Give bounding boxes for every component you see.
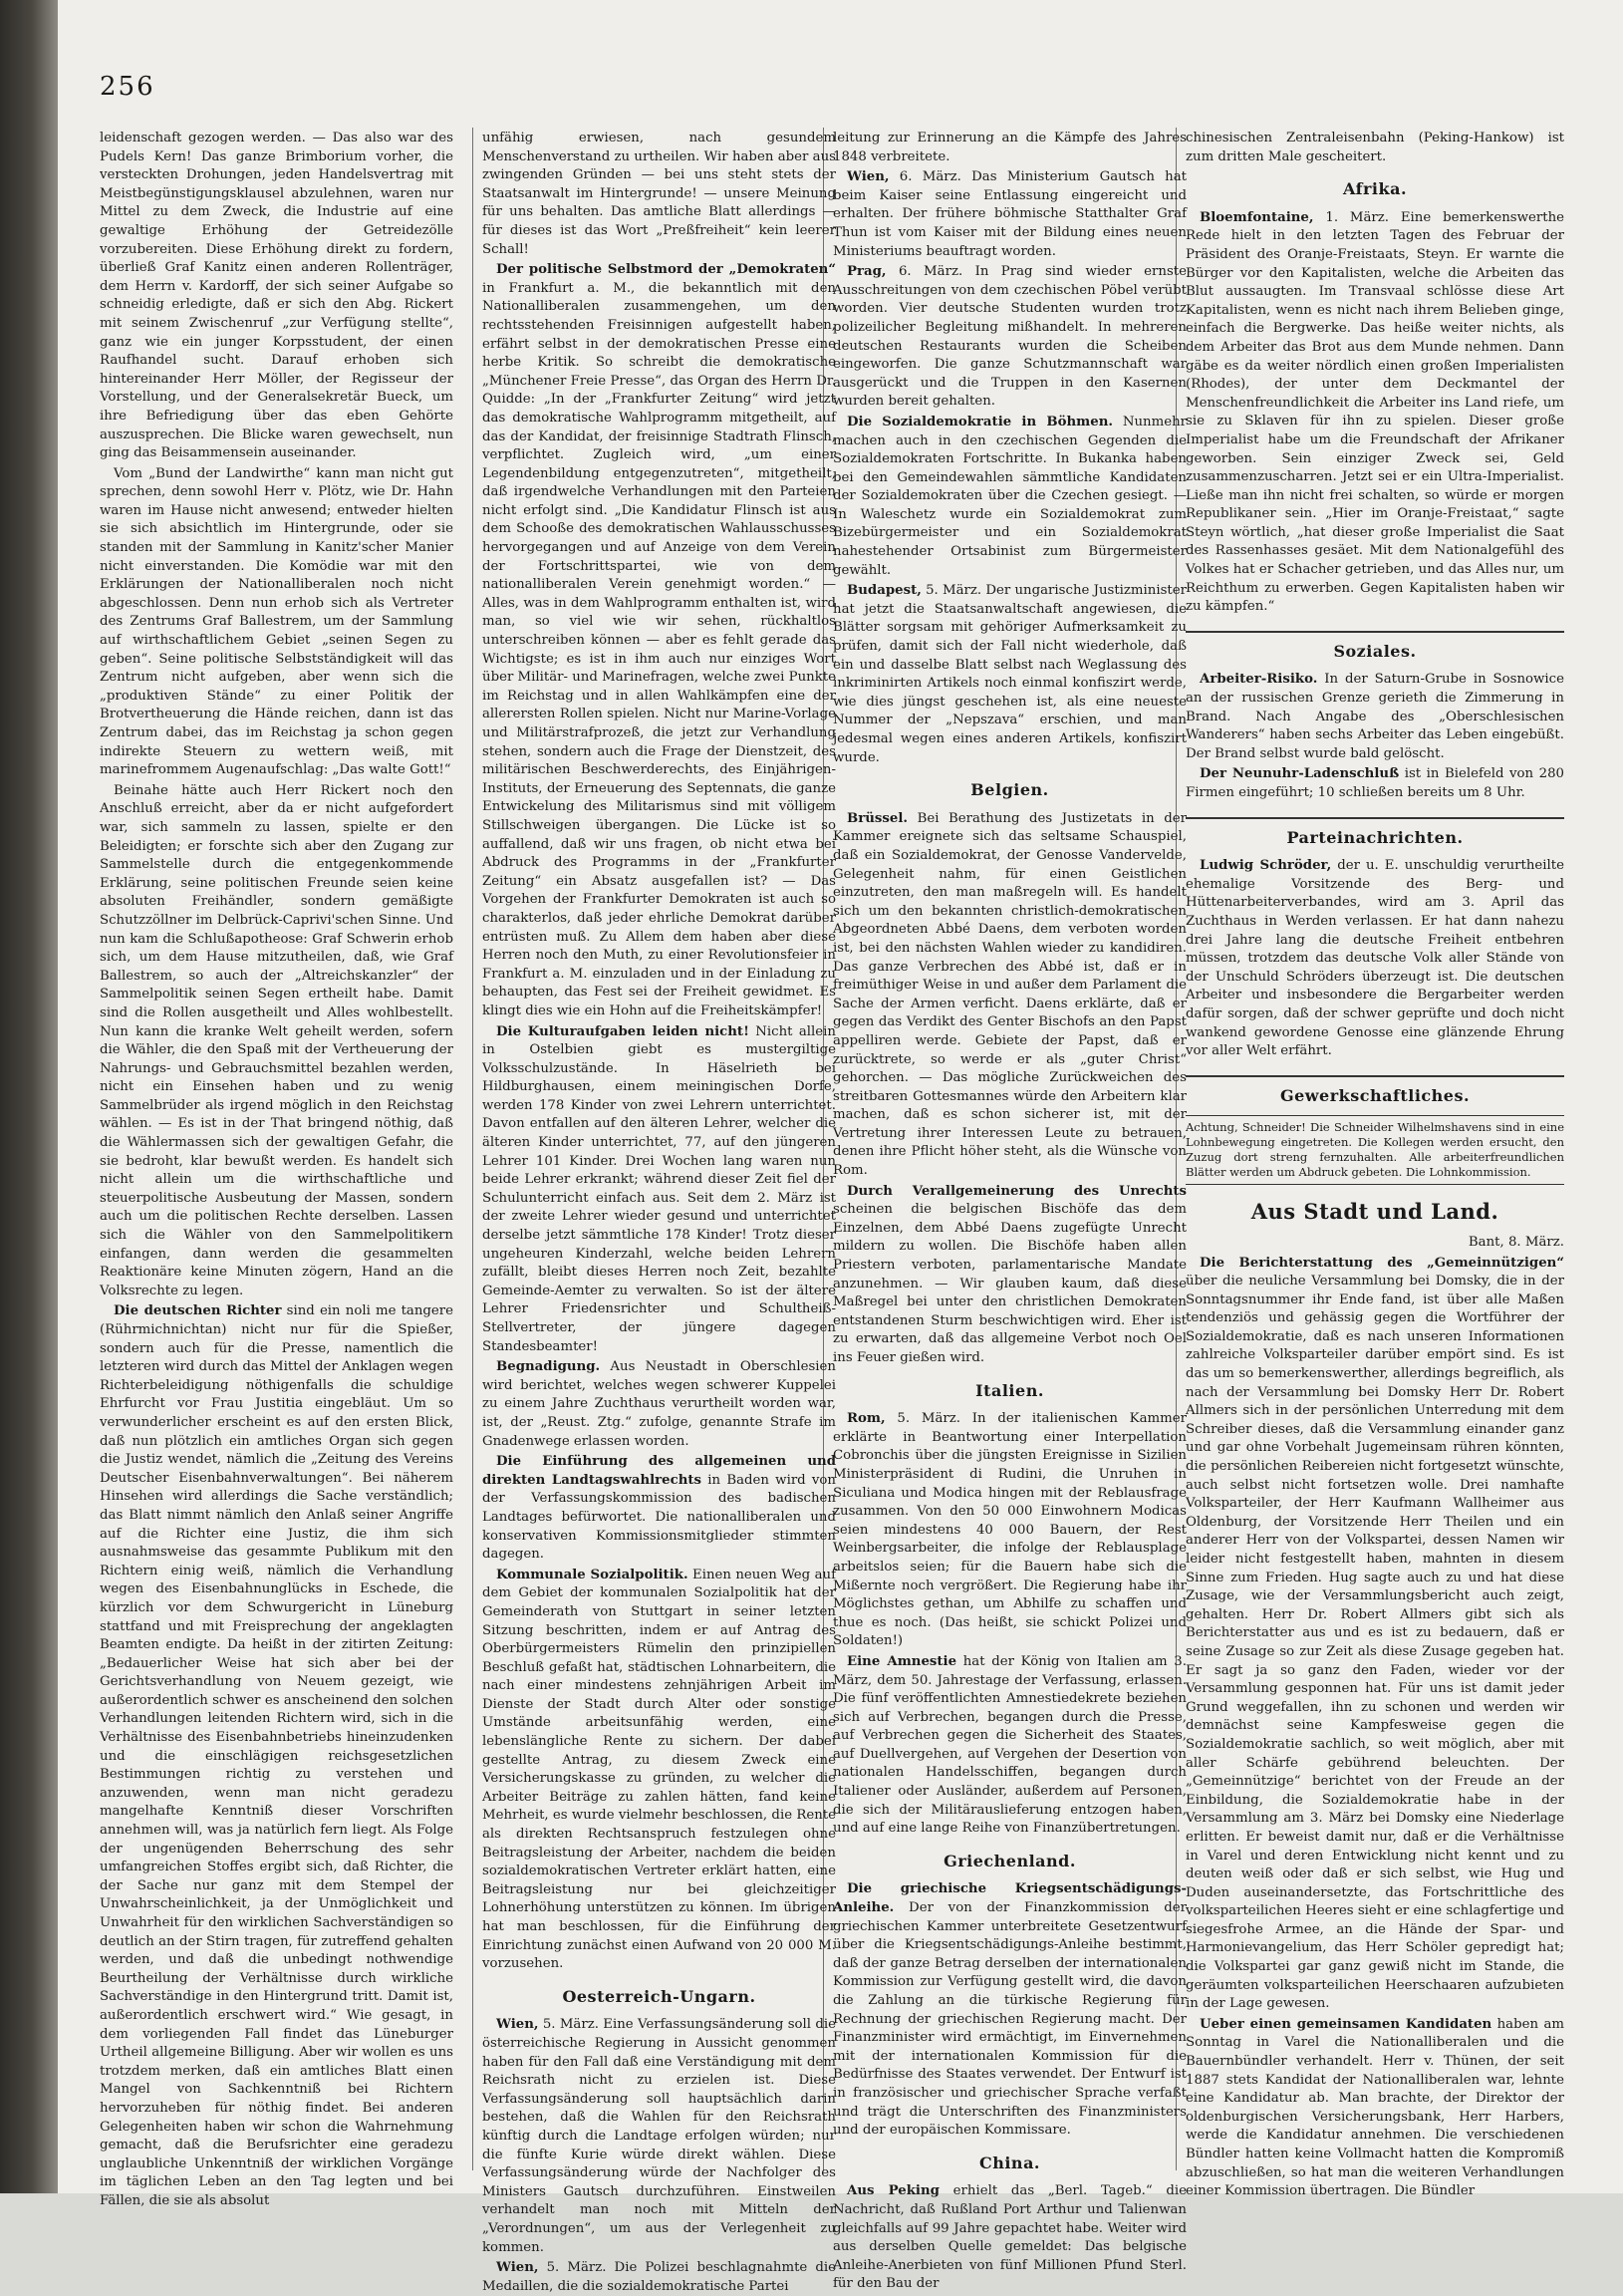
article-text: über die neuliche Versammlung bei Domsky, die in der Sonntagsnummer ihr Ende fand, ist über alle Maßen tendenziös und gehässig gegen die Wortführer der Sozialdemokratie, daß es nach unseren Informationen zahlreiche Volksparteiler darüber empört sind. Es ist das um so bemerkenswerther, allerdings begreiflich, als nach der Versammlung bei Domsky Herr Dr. Robert Allmers sich in der persönlichen Unterredung mit dem Schreiber dieses, daß die Versammlung einander ganz und gar ohne Vorbehalt Jugemeinsam rühren könnten, die persönlichen Reibereien nicht fortgesetzt wünschte, auch selbst nicht fortsetzen wolle. Drei namhafte Volksparteiler, der Herr Kaufmann Wallheimer aus Oldenburg, der Vorsitzende Herr Theilen und ein anderer Herr von der Volkspartei, dessen Namen wir leider nicht festgestellt haben, mahnten in diesem Sinne zum Frieden. Hug sagte auch zu und hat diese Zusage, wie der Versammlungsbericht auch zeigt, gehalten. Herr Dr. Robert Allmers gibt sich als Berichterstatter aus und es ist zu bedauern, daß er seine Zusage so zur Zeit als diese Zusage gegeben hat. Er sagt ja so ganz den Faden, wieder vor der Versammlung gesponnen hat. Für uns ist damit jeder Grund weggefallen, ihn zu schonen und werden wir demnächst seine Kampfesweise gegen die Sozialdemokratie sachlich, so weit möglich, aber mit aller Schärfe gebührend beleuchten. Der „Gemeinnützige“ berichtet von der Freude an der Einbildung, die Sozialdemokratie habe in der Versammlung am 3. März bei Domsky eine Niederlage erlitten. Er beweist damit nur, daß er die Verhältnisse in Varel und deren Entwicklung nicht kennt und zu deuten weiß oder daß er sich selbst, wie Hug und Duden auseinandersetzte, das Fortschrittliche des volksparteilichen Heeres sieht er eine schlagfertige und siegesfrohe Armee, an die Hände der Spar- und Harmonievangelium, das Herr Schöler gepredigt hat; die Volkspartei gar ganz gewiß nicht im Stande, die geräumten volksparteilichen Heerschaaren aufzubieten in der Lage gewesen. <box>1186 1274 1564 2012</box>
article-text: hat der König von Italien am 3. März, dem 50. Jahrestage der Verfassung, erlassen. Die fünf veröffentlichten Amnestiedekrete beziehen sich auf Verbrechen, begangen durch die Presse, auf Verbrechen gegen die Sicherheit des Staates, auf Duellvergehen, auf Vergehen der Desertion von nationalen Handelsschiffen, begangen durch Italiener oder Ausländer, außerdem auf Personen, die sich der Militärauslieferung entzogen haben, und auf eine lange Reihe von Finanzübertretungen. <box>833 1653 1187 1837</box>
article-paragraph <box>482 261 836 1020</box>
article-text: 5. März. Der ungarische Justizminister hat jetzt die Staatsanwaltschaft angewiesen, die Blätter sorgsam mit gehöriger Aufmerksamkeit zu prüfen, damit sich der Fall nicht wiederhole, daß ein und dasselbe Blatt selbst nach Weglassung des inkriminirten Artikels noch einmal konfiszirt werde, wie dies jüngst geschehen ist, als eine neueste Nummer der „Nepszava“ erschien, und man jedesmal wegen eines anderen Artikels, konfiszirt wurde. <box>833 583 1187 765</box>
article-paragraph <box>833 582 1187 767</box>
article-text: scheinen die belgischen Bischöfe das dem Einzelnen, dem Abbé Daens zugefügte Unrecht mildern zu wollen. Die Bischöfe haben allen Priestern verboten, parlamentarische Mandate anzunehmen. — Wir glauben kaum, daß diese Maßregel bei unter den christlichen Demokraten entstandenen Sturm beschwichtigen wird. Eher ist zu erwarten, daß das allgemeine Verbot noch Oel ins Feuer gießen wird. <box>833 1202 1187 1365</box>
section-heading: Oesterreich-Ungarn. <box>562 1986 756 2006</box>
article-paragraph <box>482 1023 836 1357</box>
article-text: sind ein noli me tangere (Rührmichnichtan) nicht nur für die Spießer, sondern auch für die Presse, namentlich die letzteren wird durch das Mittel der Anklagen wegen Richterbeleidigung nöthigenfalls die schuldige Ehrfurcht vor Frau Justitia eingebläut. Um so verwunderlicher erscheint es auf den ersten Blick, daß nun plötzlich ein amtliches Organ sich gegen die Justiz wendet, nämlich die „Zeitung des Vereins Deutscher Eisenbahnverwaltungen“. Bei näherem Hinsehen wird allerdings die Sache verständlich; das Blatt nimmt nämlich den Anlaß seiner Angriffe auf die Richter eine Justiz, die ihm sich ausnahmsweise das gesammte Publikum mit den Richtern einig weiß, nämlich die Verhandlung wegen des Eisenbahnunglücks in Eschede, die kürzlich vor dem Schwurgericht in Lüneburg stattfand und mit Freisprechung der angeklagten Beamten endigte. Da heißt in der zitirten Zeitung: „Bedauerlicher Weise hat sich aber bei der Gerichtsverhandlung von Neuem gezeigt, wie außerordentlich schwer es anscheinend den solchen Verhandlungen leitenden Richtern wird, sich in die Verhältnisse des Eisenbahnbetriebs hineinzudenken und die einschlägigen reichsgesetzlichen Bestimmungen richtig zu verstehen und anzuwenden, wenn man nicht geradezu mangelhafte Kenntniß dieser Vorschriften annehmen will, was ja natürlich fern liegt. Als Folge der ungenügenden Beherrschung des sehr umfangreichen Stoffes ergibt sich, daß Richter, die der Sache nur ganz mit dem Stempel der Unwahrscheinlichkeit, ja der Unmöglichkeit und Unwahrheit für den wirklichen Sachverständigen so deutlich an der Stirn tragen, für zutreffend gehalten werden, und daß die unbedingt nothwendige Beurtheilung der Verhältnisse durch wirkliche Sachverständige in den Hintergrund tritt. Damit ist, außerordentlich erschwert wird.“ Wie gesagt, in dem vorliegenden Fall findet das Lüneburger Urtheil allgemeine Billigung. Aber wir wollen es uns trotzdem merken, daß ein amtliches Blatt einen Mangel von Sachkenntniß bei Richtern hervorzuheben für nöthig findet. Bei anderen Gelegenheiten haben wir schon die Wahrnehmung gemacht, daß die Berufsrichter eine geradezu unglaubliche Unkenntniß der wirklichen Vorgänge im täglichen Leben an den Tag legten und bei Fällen, die sie als absolut <box>100 1303 454 2208</box>
article-text: der u. E. unschuldig verurtheilte ehemalige Vorsitzende des Berg- und Hüttenarbeiterverbandes, wird am 3. April das Zuchthaus in Werden verlassen. Er hat dann nahezu drei Jahre lang die deutsche Freiheit entbehren müssen, trotzdem das deutsche Volk aller Stände von der Unschuld Schröders überzeugt ist. Die deutschen Arbeiter und insbesondere die Bergarbeiter werden dafür sorgen, daß der schwer geprüfte und doch nicht wankend gewordene Genosse eine glänzende Ehrung vor aller Welt erfährt. <box>1186 858 1564 1059</box>
column-1 <box>100 130 454 2208</box>
article-text: in Baden wird von der Verfassungskommission des badischen Landtages befürwortet. Die nationalliberalen und konservativen Kommissionsmitglieder stimmten dagegen. <box>482 1472 836 1563</box>
article-paragraph <box>833 1183 1187 1368</box>
article-paragraph: Vom „Bund der Landwirthe“ kann man nicht gut sprechen, denn sowohl Herr v. Plötz, wie Dr. Hahn waren im Hause nicht anwesend; entweder hielten sie sich absichtlich im Hintergrunde, oder sie standen mit der Sammlung in Kanitz'scher Manier nicht einverstanden. Die Komödie war mit den Erklärungen der Nationalliberalen noch nicht abgeschlossen. Denn nun erhob sich als Vertreter des Zentrums Graf Ballestrem, um der Sammlung auf wirthschaftlichem Gebiet „seinen Segen zu geben“. Seine politische Selbstständigkeit will das Zentrum nicht aufgeben, aber wenn sich die „produktiven Stände“ zu einer Politik der Brotvertheuerung die Hände reichen, dann ist das Zentrum dabei, das im Reichstag ja schon gegen indirekte Steuern zu wettern weiß, mit marinefrommem Augenaufschlag: „Das walte Gott!“ <box>100 465 453 778</box>
article-lead: Der Neunuhr-Ladenschluß <box>1200 766 1400 782</box>
dateline: Bant, 8. März. <box>1468 1234 1564 1250</box>
article-lead: Die Sozialdemokratie in Böhmen. <box>847 414 1113 430</box>
article-text: Der von der Finanzkommission der griechischen Kammer unterbreitete Gesetzentwurf über die Kriegsentschädigungs-Anleihe bestimmt, daß der ganze Betrag derselben der internationalen Kommission zur Verfügung gestellt wird, die davon die Zahlung an die türkische Regierung für Rechnung der griechischen Regierung macht. Der Finanzminister wird ermächtigt, im Einvernehmen mit der internationalen Kommission für die Bedürfnisse des Staates verwendet. Der Entwurf ist in französischer und griechischer Sprache verfaßt und trägt die Unterschriften des Finanzministers und der europäischen Kommissare. <box>833 1900 1187 2139</box>
article-lead: Rom, <box>847 1411 886 1427</box>
article-paragraph: Beinahe hätte auch Herr Rickert noch den Anschluß erreicht, aber da er nicht aufgefordert war, sich sammeln zu lassen, spielte er den Beleidigten; er forschte sich aber den Zugang zur Sammelstelle durch die entgegenkommende Erklärung, seine politischen Freunde seien keine absoluten Freihändler, sondern gemäßigte Schutzzöllner im Delbrück-Caprivi'schen Sinne. Und nun kam die Schlußapotheose: Graf Schwerin erhob sich, um dem Hause mitzutheilen, daß, wie Graf Ballestrem, so auch der „Altreichskanzler“ der Sammelpolitik seinen Segen ertheilt habe. Damit sind die Rollen ausgetheilt und Alles wohlbestellt. Nun kann die kranke Welt geheilt werden, sofern die Wähler, die den Spaß mit der Vertheuerung der Nahrungs- und Gebrauchsmittel bezahlen werden, nicht ein Einsehen haben und zu wenig Sammelbrüder als irgend möglich in den Reichstag wählen. — Es ist in der That bringend nöthig, daß die Wählermassen sich der gewaltigen Gefahr, die sie bedroht, klar bewußt werden. Es handelt sich nicht allein um die wirthschaftliche und steuerpolitische Ausbeutung der Massen, sondern auch um die politischen Rechte derselben. Lassen sich die Wähler von den Sammelpolitikern einfangen, dann werden die gesammelten Reaktionäre keine Minuten zögern, Hand an die Volksrechte zu legen. <box>100 782 453 1298</box>
section-heading: Afrika. <box>1342 179 1408 199</box>
article-lead: Budapest, <box>847 583 922 599</box>
article-lead: Kommunale Sozialpolitik. <box>496 1567 688 1582</box>
article-paragraph: leidenschaft gezogen werden. — Das also war des Pudels Kern! Das ganze Brimborium vorher, die versteckten Drohungen, jeden Handelsvertrag mit Meistbegünstigungsklausel abzulehnen, waren nur Mittel zu dem Zweck, die Industrie auf eine gewaltige Erhöhung der Getreidezölle vorzubereiten. Diese Erhöhung direkt zu fordern, überließ Graf Kanitz einen anderen Rollenträger, dem Herrn v. Kardorff, der sich seiner Aufgabe so schneidig erledigte, daß er sich den Abg. Rickert mit seinem Zwischenruf „zur Verfügung stellte“, ganz wie ein junger Korpsstudent, der einen Raufhandel sucht. Darauf erhoben sich hintereinander Herr Möller, der Regisseur der Vorstellung, und der Generalsekretär Bueck, um ihre Befriedigung über das eben Gehörte auszusprechen. Die Blicke waren gewechselt, nun ging das Beisammensein auseinander. <box>100 131 453 461</box>
article-text: 1. März. Eine bemerkenswerthe Rede hielt in den letzten Tagen des Februar der Präsident des Oranje-Freistaats, Steyn. Er warnte die Bürger vor den Kapitalisten, welche die Arbeiten das Blut aussaugten. Im Transvaal schlösse diese Art Kapitalisten, wenn es nicht nach ihrem Belieben ginge, einfach die Bergwerke. Das heiße weiter nichts, als dem Arbeiter das Brot aus dem Munde nehmen. Dann gäbe es da weiter nördlich einen großen Imperialisten (Rhodes), der unter dem Deckmantel der Menschenfreundlichkeit die Arbeiter ins Land riefe, um sie zu Sklaven für ihn zu spielen. Dieser große Imperialist habe um die Freundschaft der Afrikaner geworben. Sein einziger Zweck sei, Geld zusammenzuscharren. Jetzt sei er ein Ultra-Imperialist. Ließe man ihn nicht frei schalten, so würde er morgen Republikaner sein. „Hier im Oranje-Freistaat,“ sagte Steyn wörtlich, „hat dieser große Imperialist die Saat des Rassenhasses gesäet. Mit dem Nationalgefühl des Volkes hat er Schacher getrieben, und das Alles nur, um Reichthum zu erwerben. Gegen Kapitalisten haben wir zu kämpfen.“ <box>1186 209 1564 615</box>
article-text: 6. März. In Prag sind wieder ernste Ausschreitungen von dem czechischen Pöbel verübt worden. Vier deutsche Studenten wurden trotz polizeilicher Begleitung mißhandelt. In mehreren deutschen Restaurants wurden die Scheiben eingeworfen. Die ganze Schutzmannschaft war ausgerückt und die Truppen in den Kasernen wurden bereit gehalten. <box>833 264 1187 410</box>
section-heading: Italien. <box>975 1380 1044 1400</box>
section-heading: China. <box>978 2152 1040 2172</box>
article-paragraph <box>833 810 1187 1181</box>
article-lead: Der politische Selbstmord der „Demokraten“ <box>496 262 836 278</box>
article-paragraph <box>1186 671 1564 763</box>
article-lead: Die griechische Kriegsentschädigungs-Anleihe. <box>833 1881 1187 1916</box>
article-text: ist in Bielefeld von 280 Firmen eingeführt; 10 schließen bereits um 8 Uhr. <box>1186 766 1564 800</box>
article-paragraph <box>1186 2016 1564 2201</box>
article-paragraph <box>833 1410 1187 1651</box>
section-heading: Parteinachrichten. <box>1186 817 1564 848</box>
article-paragraph: chinesischen Zentraleisenbahn (Peking-Hankow) ist zum dritten Male gescheitert. <box>1186 131 1564 164</box>
article-paragraph: unfähig erwiesen, nach gesundem Menschenverstand zu urtheilen. Wir haben aber aus zwingenden Gründen — bei uns steht stets der Staatsanwalt im Hintergrunde! — unsere Meinung für uns behalten. Das amtliche Blatt allerdings — für dieses ist das Wort „Preßfreiheit“ kein leerer Schall! <box>482 131 836 257</box>
article-paragraph <box>1186 857 1564 1061</box>
article-lead: Durch Verallgemeinerung des Unrechts <box>847 1183 1187 1199</box>
article-paragraph <box>482 2016 836 2257</box>
article-paragraph <box>1186 765 1564 802</box>
article-lead: Begnadigung. <box>496 1359 601 1375</box>
article-text: Bei Berathung des Justizetats in der Kammer ereignete sich das seltsame Schauspiel, daß ein Sozialdemokrat, der Genosse Vandervelde, Gelegenheit nahm, für einen Geistlichen einzutreten, den man maßregeln will. Es handelt sich um den bekannten christlich-demokratischen Abgeordneten Abbé Daens, dem verboten worden ist, bei den nächsten Wahlen wieder zu kandidiren. Das ganze Verbrechen des Abbé ist, daß er in freimüthiger Weise in und außer dem Parlament die Sache der Armen verficht. Daens erklärte, daß er gegen das Verdikt des Genter Bischofs an den Papst appelliren werde. Gebiete der Papst, daß er zurücktrete, so werde er als „guter Christ“ gehorchen. — Das mögliche Zurückweichen des streitbaren Gottesmannes würde den Arbeitern klar machen, daß es schon sicherer ist, mit der Vertretung ihrer Interessen Leute zu betrauen, denen ihre Pflicht höher steht, als die Wünsche von Rom. <box>833 810 1187 1179</box>
article-paragraph <box>1186 1255 1564 2014</box>
column-2 <box>482 130 836 2294</box>
article-lead: Die Berichterstattung des „Gemeinnützigen“ <box>1200 1255 1564 1271</box>
article-text: haben am Sonntag in Varel die Nationalliberalen und die Bauernbündler verhandelt. Herr v. Thünen, der seit 1887 stets Kandidat der Nationalliberalen war, lehnte eine Kandidatur ab. Man brachte, der Direktor der oldenburgischen Versicherungsbank, Herr Harbers, werde die Kandidatur annehmen. Die verschiedenen Bündler hatten keine Vollmacht hatten die Kompromiß abzuschließen, so hat man die weiteren Verhandlungen einer Kommission übertragen. Die Bündler <box>1186 2016 1564 2199</box>
article-lead: Wien, <box>847 169 890 185</box>
article-lead: Die deutschen Richter <box>114 1303 282 1319</box>
column-4 <box>1186 130 1564 2199</box>
article-lead: Prag, <box>847 264 887 280</box>
column-3 <box>833 130 1187 2292</box>
article-lead: Ueber einen gemeinsamen Kandidaten <box>1200 2016 1492 2032</box>
section-heading-large: Aus Stadt und Land. <box>1250 1199 1499 1225</box>
article-text: in Frankfurt a. M., die bekanntlich mit den Nationalliberalen zusammengehen, um den rechtsstehenden Freisinnigen aufgestellt haben, erfährt selbst in der demokratischen Presse eine herbe Kritik. So schreibt die demokratische „Münchener Freie Presse“, das Organ des Herrn Dr. Quidde: „In der „Frankfurter Zeitung“ wird jetzt das demokratische Wahlprogramm mitgetheilt, auf das der Kandidat, der freisinnige Stadtrath Flinsch, verpflichtet. Zugleich wird, „um einer Legendenbildung entgegenzutreten“, mitgetheilt, daß irgendwelche Verhandlungen mit den Parteien nicht erfolgt sind. „Die Kandidatur Flinsch ist aus dem Schooße des demokratischen Wahlausschusses hervorgegangen und auf Anzeige von dem Verein der Fortschrittspartei, wie von dem nationalliberalen Verein genehmigt worden.“ — Alles, was in dem Wahlprogramm enthalten ist, wird man, so viel wie wir sehen, rückhaltlos unterschreiben können — aber es fehlt gerade das Wichtigste; es ist in ihm auch nur einziges Wort über Militär- und Marinefragen, welche zwei Punkte im Reichstag und in allen Wahlkämpfen eine der allerersten Rollen spielen. Nicht nur Marine-Vorlage und Militärstrafprozeß, die jetzt zur Verhandlung stehen, sondern auch die Frage der Dienstzeit, des militärischen Beschwerderechts, des Einjährigen-Instituts, der Erneuerung des Septennats, die ganze Entwickelung des Militarismus sind mit völligem Stillschweigen übergangen. Die Lücke ist so auffallend, daß wir uns fragen, ob nicht etwa bei Abdruck des Programms in der „Frankfurter Zeitung“ ein Absatz ausgefallen ist? — Das Vorgehen der Frankfurter Demokraten ist auch so charakterlos, daß jeder ehrliche Demokrat darüber entrüsten muß. Zu Allem dem haben aber diese Herren noch den Muth, zu einer Revolutionsfeier in Frankfurt a. M. einzuladen und in der Einladung zu behaupten, das Fest sei der Freiheit gewidmet. Es klingt dies wie ein Hohn auf die Freiheitskämpfer! <box>482 280 836 1018</box>
article-text: Nunmehr machen auch in den czechischen Gegenden die Sozialdemokraten Fortschritte. In Bukanka haben bei den Gemeindewahlen sämmtliche Kandidaten der Sozialdemokraten über die Czechen gesiegt. — In Waleschetz wurde ein Sozialdemokrat zum Bizebürgermeister und ein Sozialdemokrat nahestehender Ortsabinist zum Bürgermeister gewählt. <box>833 414 1187 578</box>
article-paragraph <box>1186 209 1564 617</box>
article-text: erhielt das „Berl. Tageb.“ die Nachricht, daß Rußland Port Arthur und Talienwan gleichfalls auf 99 Jahre gepachtet habe. Weiter wird aus derselben Quelle gemeldet: Das belgische Anleihe-Anerbieten von fünf Millionen Pfund Sterl. für den Bau der <box>833 2183 1187 2292</box>
article-paragraph <box>833 263 1187 412</box>
article-lead: Die Kulturaufgaben leiden nicht! <box>496 1023 749 1039</box>
article-paragraph: leitung zur Erinnerung an die Kämpfe des Jahres 1848 verbreitete. <box>833 131 1187 164</box>
article-paragraph <box>482 1567 836 1974</box>
article-text: 5. März. In der italienischen Kammer erklärte in Beantwortung einer Interpellation Cobronchis über die jüngsten Ereignisse in Sizilien Ministerpräsident di Rudini, die Unruhen in Siculiana und Modica hingen mit der Reblausfrage zusammen. Von den 50 000 Einwohnern Modicas seien mindestens 40 000 Bauern, der Rest Weinbergsarbeiter, die infolge der Reblausplage arbeitslos seien; für die Bauern habe sich die Mißernte noch vergrößert. Die Regierung habe ihr Möglichstes gethan, um Abhilfe zu schaffen und thue es noch. (Das heißt, sie schickt Polizei und Soldaten!) <box>833 1411 1187 1649</box>
article-lead: Die Einführung des allgemeinen und direkten Landtagswahlrechts <box>482 1454 836 1488</box>
section-heading: Gewerkschaftliches. <box>1186 1075 1564 1106</box>
article-paragraph <box>833 414 1187 580</box>
article-lead: Ludwig Schröder, <box>1200 858 1332 874</box>
article-lead: Wien, <box>496 2260 539 2276</box>
article-paragraph <box>833 1880 1187 2140</box>
section-heading: Soziales. <box>1186 631 1564 662</box>
article-paragraph <box>482 2259 836 2296</box>
article-paragraph <box>833 168 1187 261</box>
article-lead: Eine Amnestie <box>847 1653 957 1669</box>
article-paragraph <box>100 1302 453 2210</box>
section-heading: Griechenland. <box>944 1851 1076 1870</box>
article-paragraph <box>482 1453 836 1565</box>
page-number: 256 <box>100 72 155 102</box>
article-lead: Arbeiter-Risiko. <box>1200 672 1318 688</box>
column-rule <box>472 128 473 2170</box>
article-text: Aus Neustadt in Oberschlesien wird berichtet, welches wegen schwerer Kuppelei zu einem Jahre Zuchthaus verurtheilt worden war, ist, der „Reust. Ztg.“ zufolge, genannte Strafe im Gnadenwege erlassen worden. <box>482 1359 836 1449</box>
article-lead: Wien, <box>496 2017 539 2033</box>
book-spine <box>0 0 58 2193</box>
article-text: Einen neuen Weg auf dem Gebiet der kommunalen Sozialpolitik hat der Gemeinderath von Stuttgart in seiner letzten Sitzung beschritten, indem er auf Antrag des Oberbürgermeisters Rümelin den prinzipiellen Beschluß gefaßt hat, städtischen Lohnarbeitern, die nach einer mindestens zehnjährigen Arbeit im Dienste der Stadt durch Alter oder sonstige Umstände arbeitsunfähig werden, eine lebenslängliche Rente zu sichern. Der dabei gestellte Antrag, zu diesem Zweck eine Versicherungskasse zu gründen, zu welcher die Arbeiter Beiträge zu zahlen hätten, fand keine Mehrheit, es wurde vielmehr beschlossen, die Rente als direkten Rechtsanspruch festzulegen ohne Beitragsleistung der Arbeiter, nachdem die beiden sozialdemokratischen Vertreter erklärt hatten, eine Beitragsleistung nur bei gleichzeitiger Lohnerhöhung unterstützen zu können. Im übrigen hat man beschlossen, für die Einführung der Einrichtung zunächst einen Aufwand von 20 000 M. vorzusehen. <box>482 1567 836 1972</box>
article-text: 6. März. Das Ministerium Gautsch hat beim Kaiser seine Entlassung eingereicht und erhalten. Der frühere böhmische Statthalter Graf Thun ist vom Kaiser mit der Bildung eines neuen Ministeriums beauftragt worden. <box>833 169 1187 259</box>
union-notice: Achtung, Schneider! Die Schneider Wilhelmshavens sind in eine Lohnbewegung eingetreten. Die Kollegen werden ersucht, den Zuzug dort streng fernzuhalten. Alle arbeiterfreundlichen Blätter werden um Abdruck gebeten. Die Lohnkommission. <box>1186 1115 1564 1185</box>
article-lead: Aus Peking <box>847 2183 940 2199</box>
article-text: In der Saturn-Grube in Sosnowice an der russischen Grenze gerieth die Zimmerung in Brand. Nach Angabe des „Oberschlesischen Wanderers“ haben sechs Arbeiter das Leben eingebüßt. Der Brand selbst wurde bald gelöscht. <box>1186 672 1564 761</box>
article-paragraph <box>482 1358 836 1451</box>
article-lead: Bloemfontaine, <box>1200 209 1314 225</box>
article-text: Nicht allein in Ostelbien giebt es mustergiltige Volksschulzustände. In Häselrieth bei Hildburghausen, einem meiningischen Dorfe, werden 178 Kinder von zwei Lehrern unterrichtet. Davon entfallen auf den älteren Lehrer, welcher die älteren Kinder unterrichtet, 77, auf den jüngeren Lehrer 101 Kinder. Drei Wochen lang waren nun beide Lehrer erkrankt; während dieser Zeit fiel der Schulunterricht einfach aus. Seit dem 2. März ist der zweite Lehrer wieder gesund und unterrichtet derselbe jetzt sämmtliche 178 Kinder! Trotz dieser ungeheuren Kinderzahl, welche beiden Lehrern zufällt, bleibt dieses Herren noch Zeit, bezahlte Gemeinde-Aemter zu verwalten. So ist der ältere Lehrer Friedensrichter und Schultheiß-Stellvertreter, der jüngere dagegen Standesbeamter! <box>482 1023 836 1354</box>
article-paragraph <box>833 2182 1187 2294</box>
article-lead: Brüssel. <box>847 810 909 826</box>
article-paragraph <box>833 1653 1187 1839</box>
article-text: 5. März. Eine Verfassungsänderung soll die österreichische Regierung in Aussicht genommen haben für den Fall daß eine Verständigung mit dem Reichsrath nicht zu erzielen ist. Diese Verfassungsänderung soll hauptsächlich darin bestehen, daß die Wahlen für den Reichsrath künftig durch die Landtage erfolgen würden; nur die fünfte Kurie würde direkt wählen. Diese Verfassungsänderung würde der Nachfolger des Ministers Gautsch durchzuführen. Einstweilen verhandelt man noch mit Mitteln der „Verordnungen“, um aus der Verlegenheit zu kommen. <box>482 2017 836 2255</box>
article-text: 5. März. Die Polizei beschlagnahmte die Medaillen, die die sozialdemokratische Partei <box>482 2260 836 2294</box>
section-heading: Belgien. <box>970 780 1049 800</box>
